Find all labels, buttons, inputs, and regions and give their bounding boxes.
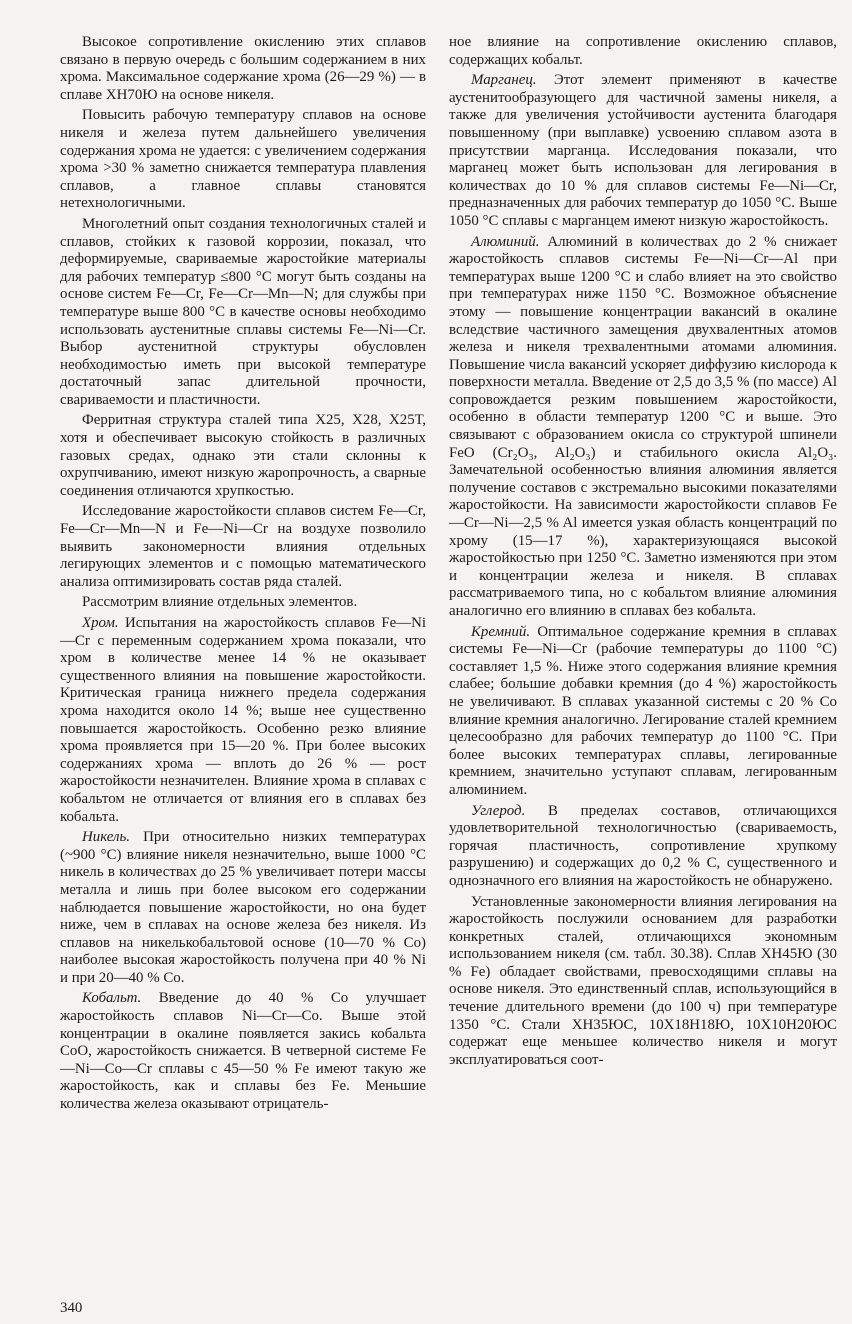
paragraph [60, 615, 426, 826]
paragraph [449, 234, 837, 621]
paragraph [60, 990, 426, 1113]
section-term: Алюминий. [471, 233, 540, 250]
paragraph-text: Введение до 40 % Co улучшает жаростойкость сплавов Ni—Cr—Co. Выше этой концентрации в окалине появляется закись кобальта CoO, жаростойкость снижается. В четверной системе Fe—Ni—Co—Cr сплавы с 45—50 % Fe имеют такую же жаростойкость, как и сплавы без Fe. Меньшие количества железа оказывают отрицатель- [60, 990, 426, 1113]
paragraph-text: Многолетний опыт создания технологичных сталей и сплавов, стойких к газовой коррозии, показал, что деформируемые, свариваемые жаростойкие материалы для рабочих температур ≤800 °С могут быть созданы на основе систем Fe—Cr, Fe—Cr—Mn—N; для службы при температуре выше 800 °С в качестве основы необходимо использовать аустенитные сплавы системы Fe—Ni—Cr. Выбор аустенитной структуры обусловлен необходимостью иметь при высокой температуре достаточный запас длительной прочности, свариваемости и пластичности. [60, 215, 426, 408]
paragraph-text: Оптимальное содержание кремния в сплавах системы Fe—Ni—Cr (рабочие температуры до 1100 °С) составляет 1,5 %. Ниже этого содержания влияние кремния слабее; большие добавки кремния (до 4 %) жаростойкость не увеличивают. В сплавах указанной системы с 20 % Co влияние кремния аналогично. Легирование сталей кремнием целесообразно для рабочих температур до 1100 °С. При более высоких температурах сплавы, легированные кремнием, значительно уступают сплавам, легированным алюминием. [449, 623, 837, 798]
section-term: Никель. [82, 829, 131, 846]
paragraph [60, 503, 426, 591]
section-term: Кремний. [471, 623, 531, 640]
paragraph-text: ное влияние на сопротивление окислению сплавов, содержащих кобальт. [449, 34, 837, 68]
paragraph-text: Испытания на жаростойкость сплавов Fe—Ni—Cr с переменным содержанием хрома показали, что хром в количестве менее 14 % не оказывает существенного влияния на повышение жаростойкости. Критическая граница нижнего предела содержания хрома находится около 14 %; выше нее существенно повышается жаростойкость. Особенно резко влияние хрома проявляется при 15—20 %. При более высоких содержаниях хрома — вплоть до 26 % — рост жаростойкости незначителен. Влияние хрома в сплавах с кобальтом не отличается от влияния его в сплавах без кобальта. [60, 615, 426, 825]
paragraph [449, 72, 837, 230]
paragraph [449, 803, 837, 891]
right-column [449, 34, 837, 1072]
paragraph [60, 107, 426, 213]
paragraph [449, 34, 837, 69]
page-number: 340 [60, 1300, 83, 1316]
paragraph [60, 34, 426, 104]
paragraph [449, 624, 837, 800]
paragraph-text: В пределах составов, отличающихся удовлетворительной технологичностью (свариваемость, горячая пластичность, сопротивление хрупкому разрушению) и содержащих до 0,2 % С, существенного и однозначного его влияния на жаростойкость не обнаружено. [449, 802, 837, 889]
paragraph-text: Этот элемент применяют в качестве аустенитообразующего для частичной замены никеля, а также для увеличения устойчивости аустенита благодаря повышенному (при выплавке) усвоению сплавом азота в присутствии марганца. Исследования показали, что марганец может быть использован для легирования в количествах до 10 % для сплавов системы Fe—Ni—Cr, предназначенных для рабочих температур до 1050 °С. Выше 1050 °С сплавы с марганцем имеют низкую жаростойкость. [449, 72, 837, 229]
paragraph [60, 829, 426, 987]
section-term: Углерод. [471, 802, 526, 819]
paragraph-text: Ферритная структура сталей типа Х25, Х28, Х25Т, хотя и обеспечивает высокую стойкость в различных газовых средах, однако эти стали склонны к охрупчиванию, имеют низкую жаропрочность, а сварные соединения отличаются хрупкостью. [60, 412, 426, 499]
section-term: Марганец. [471, 72, 537, 89]
paragraph [60, 216, 426, 410]
section-term: Хром. [82, 615, 119, 631]
paragraph-text: Исследование жаростойкости сплавов систем Fe—Cr, Fe—Cr—Mn—N и Fe—Ni—Cr на воздухе позволило выявить закономерности влияния отдельных легирующих элементов и с помощью математического анализа оптимизировать состав ряда сталей. [60, 503, 426, 590]
paragraph-text: Установленные закономерности влияния легирования на жаростойкость послужили основанием для разработки конкретных сталей, отличающихся экономным использованием никеля (см. табл. 30.38). Сплав ХН45Ю (30 % Fe) обладает свойствами, превосходящими сплавы на основе никеля. Это единственный сплав, использующийся в течение длительного времени (до 100 ч) при температуре 1350 °С. Стали ХН35ЮС, 10Х18Н18Ю, 10Х10Н20ЮС содержат еще меньшее количество никеля и могут эксплуатироваться соот- [449, 893, 837, 1068]
section-term: Кобальт. [82, 990, 142, 1007]
left-column [60, 34, 426, 1117]
paragraph-text: Рассмотрим влияние отдельных элементов. [82, 594, 358, 611]
paragraph-text: Алюминий в количествах до 2 % снижает жаростойкость сплавов системы Fe—Ni—Cr—Al при температурах выше 1200 °С и слабо влияет на это свойство при температурах ниже 1150 °С. Возможное объяснение этому — повышение концентрации вакансий в окалине вследствие частичного замещения двухвалентных атомов железа и никеля трехвалентными атомами алюминия. Повышение числа вакансий ускоряет диффузию кислорода к поверхности металла. Введение от 2,5 до 3,5 % (по массе) Al сопровождается резким повышением жаростойкости, особенно в области температур 1200 °С и выше. Это связывают с образованием окисла со структурой шпинели FeO (Cr₂O₃, Al₂O₃) и стабильного окисла Al₂O₃. Замечательной особенностью влияния алюминия является получение составов с экстремально высокими показателями жаростойкости. На зависимости жаростойкости сплавов Fe—Cr—Ni—2,5 % Al имеется узкая область концентраций по хрому (15—17 %), характеризующаяся высокой жаростойкостью при 1250 °С. Заметно изменяются при этом и концентрации железа и никеля. В сплавах рассматриваемого типа, но с кобальтом влияние алюминия аналогично его влиянию в сплавах без кобальта. [449, 233, 837, 619]
paragraph-text: Высокое сопротивление окислению этих сплавов связано в первую очередь с большим содержанием в них хрома. Максимальное содержание хрома (26—29 %) — в сплаве ХН70Ю на основе никеля. [60, 34, 426, 103]
paragraph [60, 594, 426, 612]
paragraph-text: Повысить рабочую температуру сплавов на основе никеля и железа путем дальнейшего увеличения содержания хрома не удается: с увеличением содержания хрома >30 % заметно снижается температура плавления сплавов, а главное сплавы становятся нетехнологичными. [60, 107, 426, 212]
paragraph [60, 412, 426, 500]
paragraph-text: При относительно низких температурах (~900 °С) влияние никеля незначительно, выше 1000 °С никель в количествах до 25 % увеличивает потери массы металла и лишь при более высоком его содержании наблюдается повышение жаростойкости, но она будет ниже, чем в сплавах на основе железа без никеля. Из сплавов на никелькобальтовой основе (10—70 % Co) наиболее высокая жаростойкость получена при 40 % Ni и при 20—40 % Co. [60, 829, 426, 986]
paragraph [449, 894, 837, 1070]
